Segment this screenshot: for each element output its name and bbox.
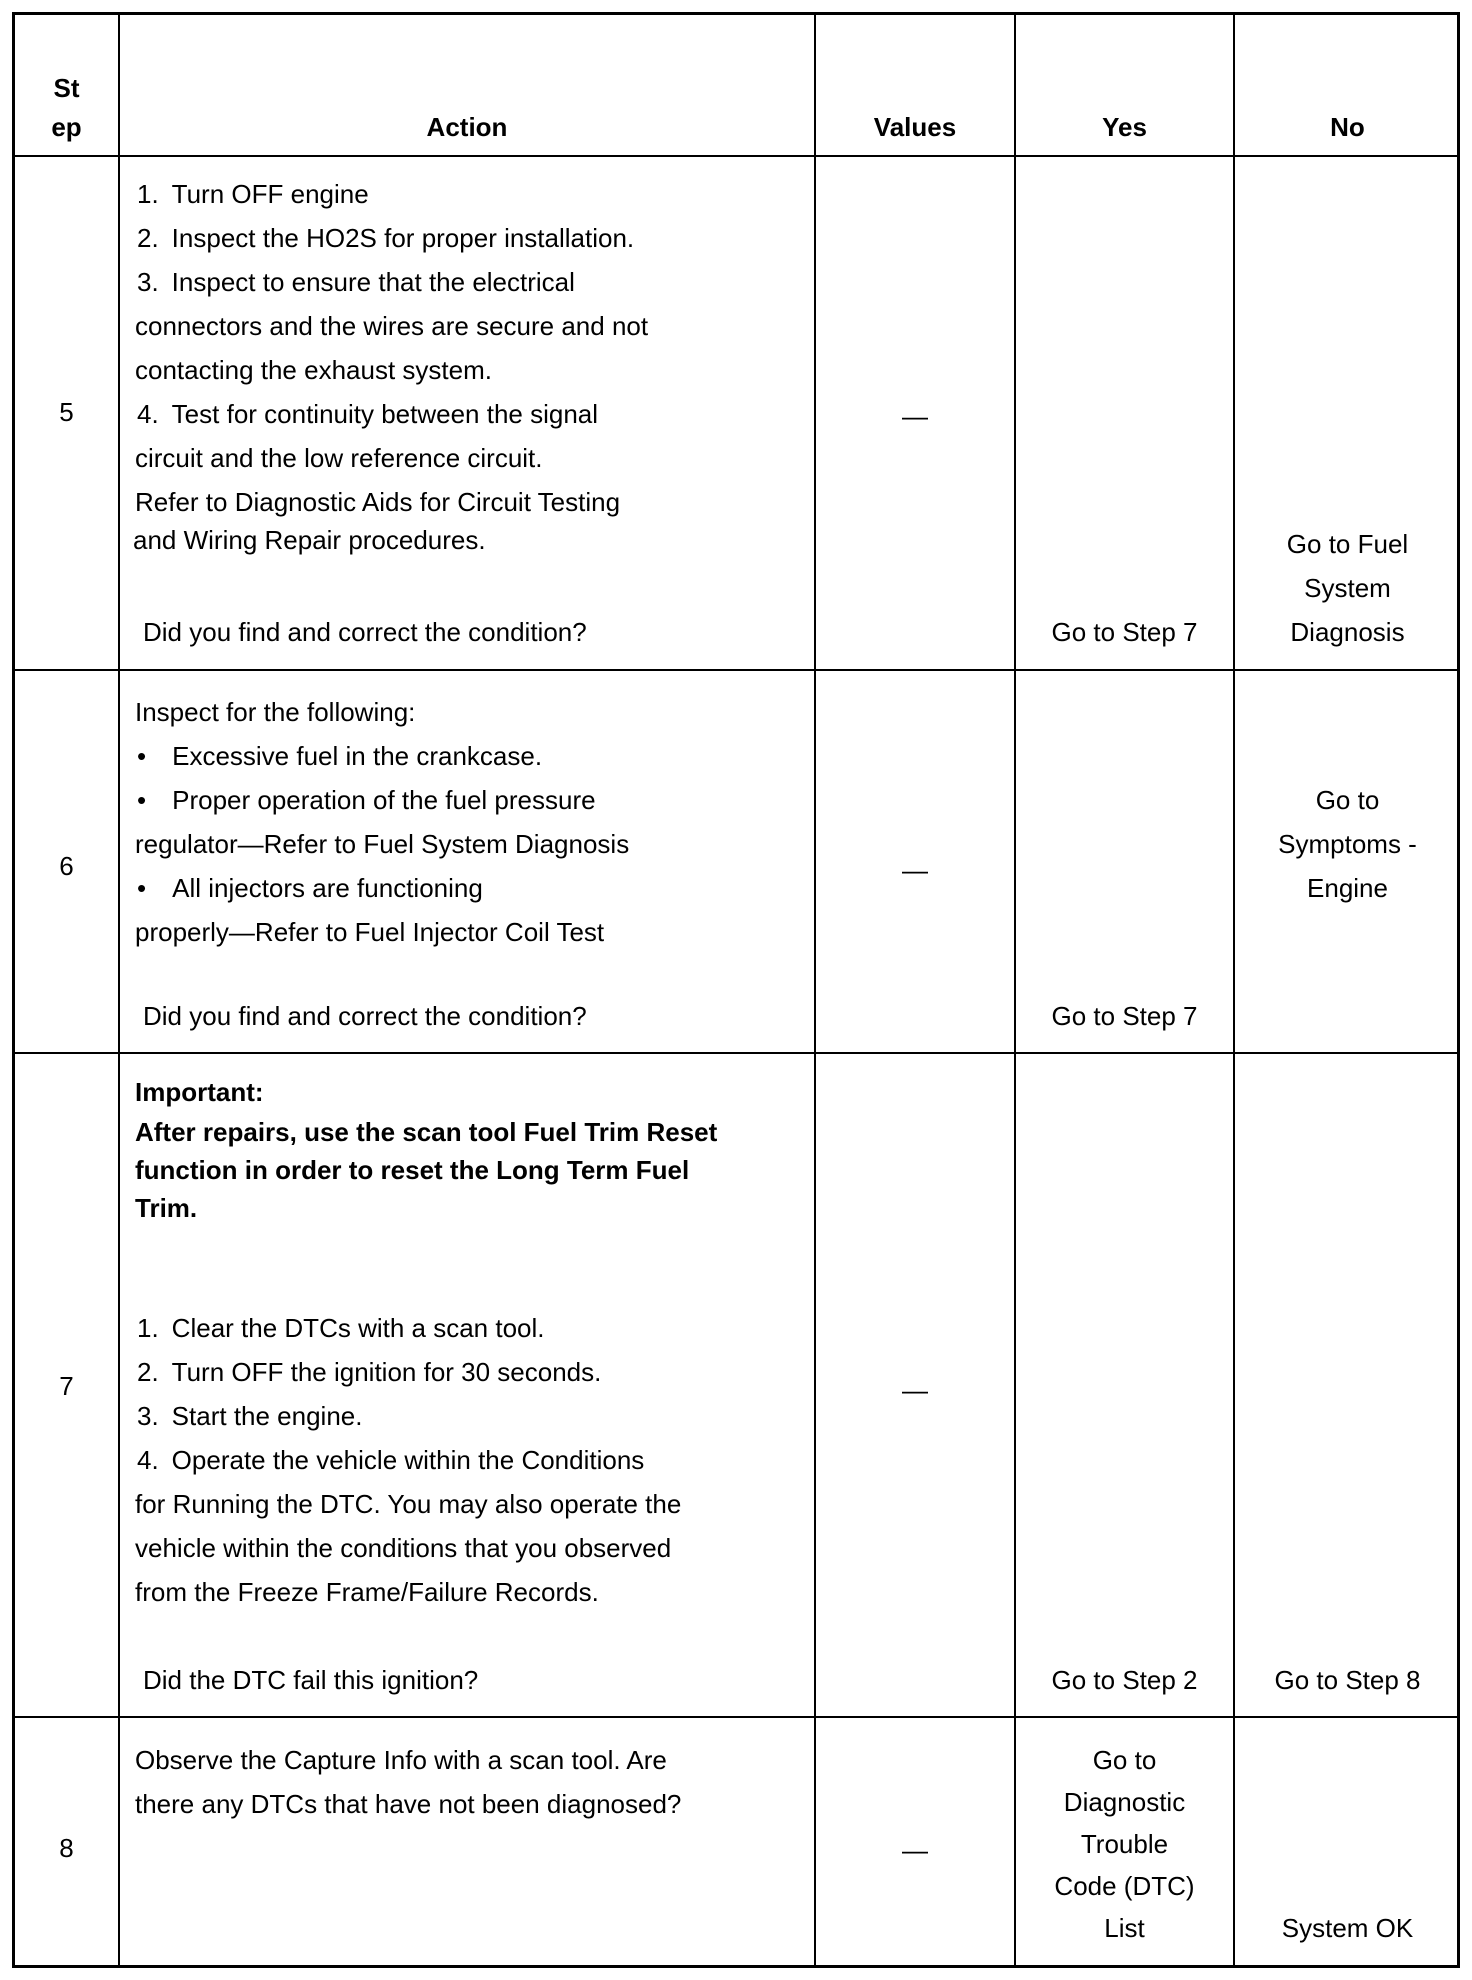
action-line: 1. Clear the DTCs with a scan tool. (137, 1313, 545, 1343)
action-line: 4. Operate the vehicle within the Conditions (137, 1445, 645, 1475)
important-line: Trim. (135, 1193, 198, 1223)
important-line: function in order to reset the Long Term Fuel (135, 1155, 690, 1185)
yes-cell: Go to Step 7 (1051, 1001, 1198, 1031)
values-cell: — (902, 1835, 928, 1865)
question: Did you find and correct the condition? (143, 617, 587, 647)
no-cell-line: System (1304, 573, 1391, 603)
step-number: 5 (59, 397, 74, 427)
row-divider-7 (15, 1716, 1457, 1718)
no-cell-line: Engine (1307, 873, 1388, 903)
values-cell: — (902, 855, 928, 885)
header-step-line1: St (53, 73, 80, 103)
action-line: • Excessive fuel in the crankcase. (137, 741, 543, 771)
action-line: from the Freeze Frame/Failure Records. (135, 1577, 599, 1607)
yes-cell: Go to Step 7 (1051, 617, 1198, 647)
question: Did the DTC fail this ignition? (143, 1665, 479, 1695)
col-divider-1 (118, 15, 120, 1965)
row-divider-6 (15, 1052, 1457, 1054)
action-line: regulator—Refer to Fuel System Diagnosis (135, 829, 630, 859)
no-cell: System OK (1281, 1913, 1414, 1943)
action-line: 2. Inspect the HO2S for proper installation. (137, 223, 635, 253)
action-line: there any DTCs that have not been diagnosed? (135, 1789, 682, 1819)
header-no: No (1330, 112, 1365, 142)
action-line: 1. Turn OFF engine (137, 179, 369, 209)
yes-cell-line: Code (DTC) (1054, 1871, 1195, 1901)
diagnostic-table (12, 12, 1460, 1968)
yes-cell: Go to Step 2 (1051, 1665, 1198, 1695)
step-number: 8 (59, 1833, 74, 1863)
step-number: 6 (59, 851, 74, 881)
action-line: Refer to Diagnostic Aids for Circuit Testing (135, 487, 621, 517)
no-cell: Go to Step 8 (1274, 1665, 1421, 1695)
no-cell-line: Go to (1315, 785, 1380, 815)
col-divider-2 (814, 15, 816, 1965)
row-divider-5 (15, 669, 1457, 671)
important-label: Important: (135, 1077, 264, 1107)
action-line: • All injectors are functioning (137, 873, 483, 903)
action-line: 4. Test for continuity between the signal (137, 399, 599, 429)
yes-cell-line: List (1104, 1913, 1145, 1943)
action-line: properly—Refer to Fuel Injector Coil Test (135, 917, 605, 947)
action-line: vehicle within the conditions that you observed (135, 1533, 672, 1563)
no-cell-line: Go to Fuel (1286, 529, 1409, 559)
header-values: Values (873, 112, 957, 142)
action-line: Observe the Capture Info with a scan tool. Are (135, 1745, 667, 1775)
action-line: for Running the DTC. You may also operate the (135, 1489, 682, 1519)
no-cell-line: Diagnosis (1290, 617, 1405, 647)
no-cell-line: Symptoms - (1278, 829, 1417, 859)
yes-cell-line: Diagnostic (1063, 1787, 1186, 1817)
values-cell: — (902, 1375, 928, 1405)
important-line: After repairs, use the scan tool Fuel Trim Reset (135, 1117, 718, 1147)
action-line: and Wiring Repair procedures. (133, 525, 486, 555)
question: Did you find and correct the condition? (143, 1001, 587, 1031)
action-line: contacting the exhaust system. (135, 355, 492, 385)
yes-cell-line: Trouble (1080, 1829, 1169, 1859)
row-divider-header (15, 155, 1457, 157)
action-line: 3. Start the engine. (137, 1401, 363, 1431)
header-yes: Yes (1102, 112, 1147, 142)
values-cell: — (902, 401, 928, 431)
action-line: connectors and the wires are secure and not (135, 311, 649, 341)
action-line: circuit and the low reference circuit. (135, 443, 543, 473)
header-step-line2: ep (51, 112, 82, 142)
step-number: 7 (59, 1371, 74, 1401)
action-line: 3. Inspect to ensure that the electrical (137, 267, 575, 297)
action-line: 2. Turn OFF the ignition for 30 seconds. (137, 1357, 602, 1387)
header-action: Action (426, 112, 508, 142)
action-line: • Proper operation of the fuel pressure (137, 785, 596, 815)
action-line: Inspect for the following: (135, 697, 416, 727)
yes-cell-line: Go to (1092, 1745, 1157, 1775)
